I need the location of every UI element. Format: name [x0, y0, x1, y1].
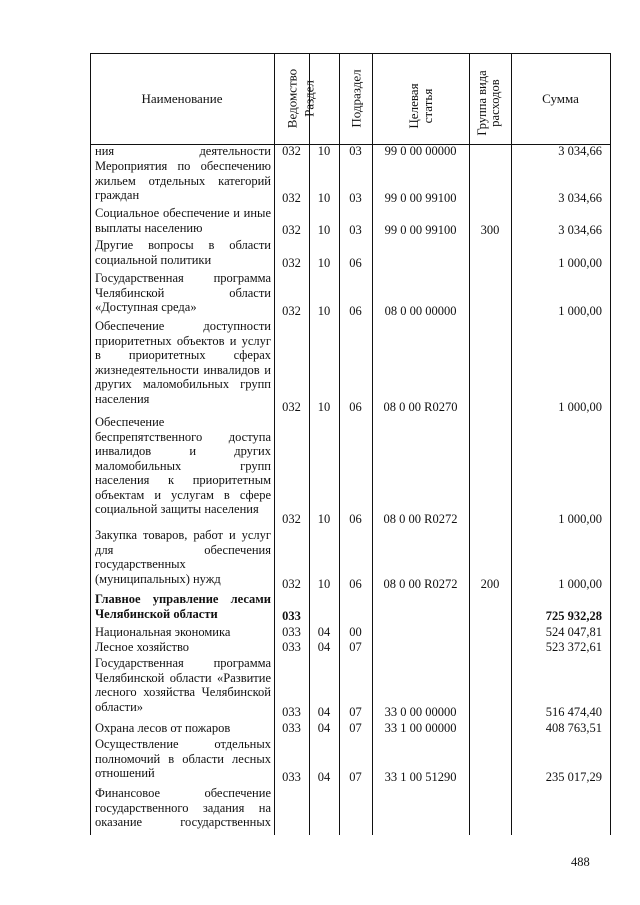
row-dept: 033	[282, 721, 301, 735]
row-name: Лесное хозяйство	[95, 640, 190, 654]
row-name: Обеспечение беспрепятственного доступа инвалидов и других маломобильных групп населения к приоритетным объектам и услугам в сфере социальной защиты населения	[95, 415, 271, 516]
row-name: Осуществление отдельных полномочий в области лесных отношений	[95, 737, 271, 780]
row-sum: 3 034,66	[558, 144, 602, 158]
col-border	[90, 53, 91, 835]
row-sum: 516 474,40	[545, 705, 602, 719]
row-section: 04	[317, 625, 331, 639]
row-sum: 3 034,66	[558, 223, 602, 237]
row-sum: 523 372,61	[545, 640, 602, 654]
row-sum: 1 000,00	[558, 577, 602, 591]
row-target: 99 0 00 00000	[384, 144, 457, 158]
row-dept: 032	[282, 304, 301, 318]
row-sum: 725 932,28	[545, 609, 602, 623]
row-dept: 032	[282, 223, 301, 237]
row-group: 200	[480, 577, 500, 591]
row-group: 300	[480, 223, 500, 237]
header-section: Раздел	[301, 80, 317, 117]
col-border	[469, 53, 470, 835]
row-dept: 032	[282, 191, 301, 205]
row-name: Национальная экономика	[95, 625, 231, 639]
row-target: 08 0 00 R0272	[383, 512, 458, 526]
row-target: 99 0 00 99100	[384, 191, 457, 205]
row-sum: 1 000,00	[558, 256, 602, 270]
header-subsection: Подраздел	[348, 69, 364, 128]
row-subsection: 03	[349, 144, 362, 158]
header-name: Наименование	[141, 91, 223, 106]
row-sum: 1 000,00	[558, 512, 602, 526]
row-subsection: 03	[349, 191, 362, 205]
row-sum: 1 000,00	[558, 304, 602, 318]
row-section: 04	[317, 721, 331, 735]
row-dept: 033	[282, 609, 301, 623]
header-sum: Сумма	[542, 91, 579, 106]
row-sum: 3 034,66	[558, 191, 602, 205]
row-target: 33 0 00 00000	[384, 705, 457, 719]
header-target-text: Целевая статья	[406, 83, 435, 129]
row-dept: 032	[282, 400, 301, 414]
row-name: Мероприятия по обеспечению жильем отдельных категорий граждан	[95, 159, 271, 202]
row-dept: 033	[282, 705, 301, 719]
row-section: 10	[317, 577, 331, 591]
row-section: 10	[317, 304, 331, 318]
row-section: 04	[317, 705, 331, 719]
row-sum: 1 000,00	[558, 400, 602, 414]
row-name: Охрана лесов от пожаров	[95, 721, 231, 735]
header-group	[476, 58, 502, 148]
header-dept: Ведомство	[284, 68, 300, 129]
row-name: Главное управление лесами Челябинской области	[95, 592, 271, 621]
row-target: 08 0 00 R0272	[383, 577, 458, 591]
row-subsection: 06	[349, 577, 362, 591]
row-dept: 033	[282, 640, 301, 654]
col-border	[610, 53, 611, 835]
row-subsection: 06	[349, 256, 362, 270]
row-name: Финансовое обеспечение государственного задания на оказание государственных	[95, 786, 271, 829]
row-section: 04	[317, 640, 331, 654]
page-number: 488	[571, 855, 590, 869]
row-dept: 032	[282, 256, 301, 270]
row-section: 10	[317, 191, 331, 205]
row-target: 08 0 00 00000	[384, 304, 457, 318]
row-name: Закупка товаров, работ и услуг для обеспечения государственных (муниципальных) нужд	[95, 528, 271, 586]
row-section: 10	[317, 400, 331, 414]
row-subsection: 06	[349, 400, 362, 414]
row-subsection: 07	[349, 721, 362, 735]
header-group-text: Группа вида расходов	[475, 70, 502, 136]
row-section: 10	[317, 512, 331, 526]
row-sum: 235 017,29	[545, 770, 602, 784]
row-subsection: 07	[349, 640, 362, 654]
row-subsection: 07	[349, 770, 362, 784]
row-name: ния деятельности	[95, 144, 271, 158]
row-section: 10	[317, 144, 331, 158]
row-target: 33 1 00 00000	[384, 721, 457, 735]
header-target	[407, 66, 435, 146]
row-target: 33 1 00 51290	[384, 770, 457, 784]
row-sum: 408 763,51	[545, 721, 602, 735]
row-section: 10	[317, 256, 331, 270]
row-dept: 032	[282, 512, 301, 526]
row-name: Государственная программа Челябинской области «Доступная среда»	[95, 271, 271, 314]
row-subsection: 07	[349, 705, 362, 719]
row-target: 08 0 00 R0270	[383, 400, 458, 414]
row-section: 04	[317, 770, 331, 784]
row-subsection: 03	[349, 223, 362, 237]
row-name: Другие вопросы в области социальной политики	[95, 238, 271, 267]
row-subsection: 06	[349, 304, 362, 318]
row-name: Социальное обеспечение и иные выплаты населению	[95, 206, 271, 235]
row-name: Обеспечение доступности приоритетных объектов и услуг в приоритетных сферах жизнедеятельности инвалидов и других маломобильных групп населения	[95, 319, 271, 406]
row-subsection: 00	[349, 625, 362, 639]
row-dept: 032	[282, 577, 301, 591]
row-sum: 524 047,81	[545, 625, 602, 639]
row-subsection: 06	[349, 512, 362, 526]
row-dept: 032	[282, 144, 301, 158]
row-dept: 033	[282, 625, 301, 639]
table-top-border	[90, 53, 610, 54]
row-dept: 033	[282, 770, 301, 784]
row-section: 10	[317, 223, 331, 237]
row-name: Государственная программа Челябинской области «Развитие лесного хозяйства Челябинской области»	[95, 656, 271, 714]
row-target: 99 0 00 99100	[384, 223, 457, 237]
